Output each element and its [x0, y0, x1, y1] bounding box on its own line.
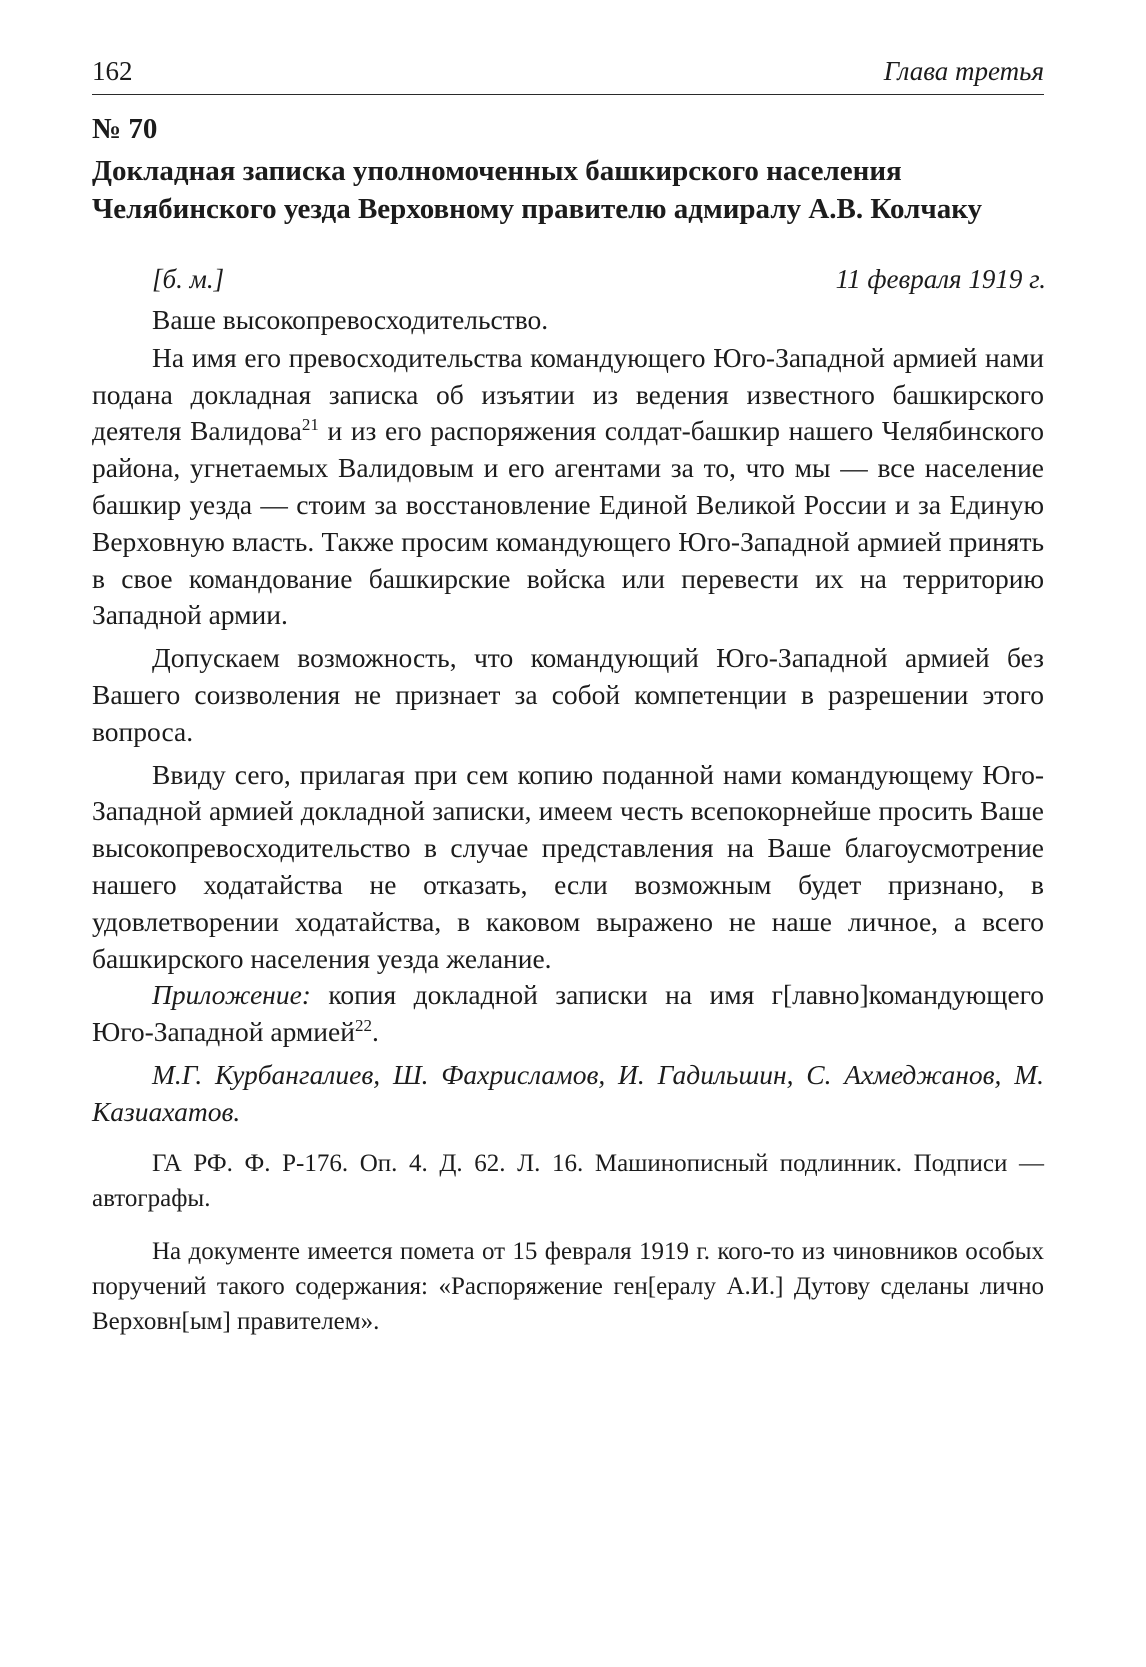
paragraph-1	[92, 340, 1044, 634]
footnote-ref-21: 21	[301, 415, 319, 435]
source-notes	[92, 1146, 1044, 1357]
salutation: Ваше высокопревосходительство.	[152, 304, 549, 335]
archive-reference: ГА РФ. Ф. Р-176. Оп. 4. Д. 62. Л. 16. Машинописный подлинник. Подписи — автографы.	[92, 1150, 1044, 1212]
chapter-title: Глава третья	[883, 56, 1044, 86]
signatures: М.Г. Курбангалиев, Ш. Фахрисламов, И. Гадильшин, С. Ахмеджанов, М. Казиахатов.	[92, 1058, 1044, 1127]
document-body	[92, 302, 1044, 1137]
document-date: 11 февраля 1919 г.	[835, 264, 1046, 294]
footnote-ref-22: 22	[354, 1015, 372, 1035]
appendix-end: .	[371, 1016, 379, 1048]
paragraph-1-end: и из его распоряжения солдат-башкир нашего Челябинского района, угнетаемых Валидовым и его агентами за то, что мы — все население башкир уезда — стоим за восстановление Единой Великой России и за Единую Верховную власть. Также просим командующего Юго-Западной армией принять в свое командование башкирские войска или перевести их на территорию Западной армии.	[92, 415, 1044, 631]
paragraph-1-start: На имя его превосходительства командующего Юго-Западной армией нами подана докладная записка об изъятии из ведения известного башкирского деятеля Валидова	[92, 341, 1044, 447]
document-number: № 70	[92, 113, 158, 145]
appendix	[92, 977, 1044, 1051]
document-title: Докладная записка уполномоченных башкирского населения Челябинского уезда Верховному правителю адмиралу А.В. Колчаку	[92, 155, 982, 225]
page-number: 162	[92, 56, 133, 86]
appendix-text: копия докладной записки на имя г[лавно]командующего Юго-Западной армией	[92, 979, 1044, 1048]
running-header	[92, 56, 1044, 95]
paragraph-3: Ввиду сего, прилагая при сем копию поданной нами командующему Юго-Западной армией докладной записки, имеем честь всепокорнейше просить Ваше высокопревосходительство в случае представления на Ваше благоусмотрение нашего ходатайства не отказать, если возможным будет признано, в удовлетворении ходатайства, в каковом выражено не наше личное, а всего башкирского населения уезда желание.	[92, 758, 1044, 974]
appendix-label: Приложение:	[152, 979, 311, 1011]
editorial-note: На документе имеется помета от 15 февраля 1919 г. кого-то из чиновников особых поручений такого содержания: «Распоряжение ген[ералу А.И.] Дутову сделаны лично Верховн[ым] правителем».	[92, 1238, 1044, 1335]
document-place: [б. м.]	[152, 264, 225, 294]
paragraph-2: Допускаем возможность, что командующий Юго-Западной армией без Вашего соизволения не признает за собой компетенции в разрешении этого вопроса.	[92, 642, 1044, 747]
